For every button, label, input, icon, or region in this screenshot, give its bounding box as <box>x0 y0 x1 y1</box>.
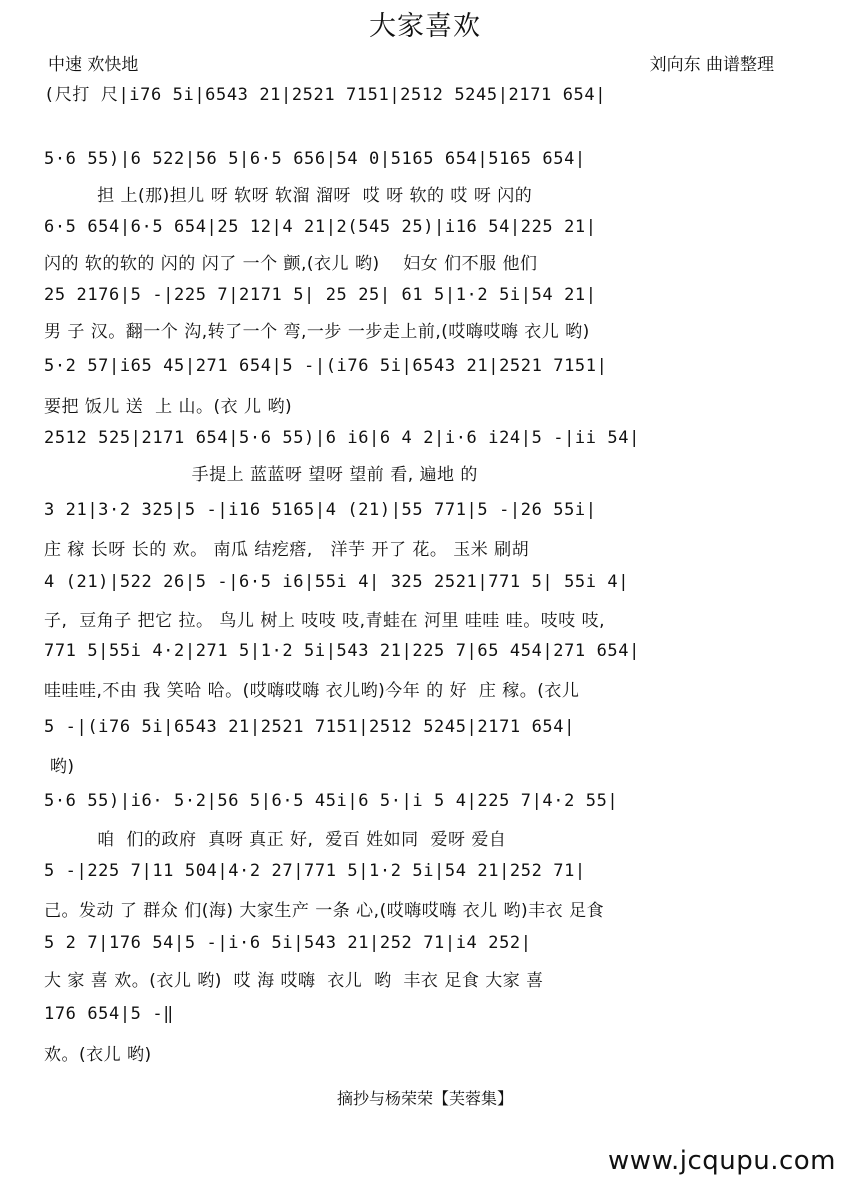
score-notes-line: 5 -|(i76 5i|6543 21|2521 7151|2512 5245|2171 654| <box>44 717 575 737</box>
source-credit: 摘抄与杨荣荣【芙蓉集】 <box>336 1089 513 1108</box>
score-lyrics-line: 要把 饭儿 送 上 山。(衣 儿 哟) <box>44 397 293 417</box>
score-lyrics-line: 咱 们的政府 真呀 真正 好, 爱百 姓如同 爱呀 爱自 <box>44 830 507 850</box>
score-notes-line: 5·6 55)|i6· 5·2|56 5|6·5 45i|6 5·|i 5 4|225 7|4·2 55| <box>44 791 619 811</box>
score-notes-line: 5·2 57|i65 45|271 654|5 -|(i76 5i|6543 21|2521 7151| <box>44 356 608 376</box>
score-notes-line: 5 -|225 7|11 504|4·2 27|771 5|1·2 5i|54 21|252 71| <box>44 861 586 881</box>
score-notes-line: 3 21|3·2 325|5 -|i16 5165|4 (21)|55 771|5 -|26 55i| <box>44 500 597 520</box>
score-lyrics-line: 担 上(那)担儿 呀 软呀 软溜 溜呀 哎 呀 软的 哎 呀 闪的 <box>44 186 533 206</box>
score-lyrics-line: 哇哇哇,不由 我 笑哈 哈。(哎嗨哎嗨 衣儿哟)今年 的 好 庄 稼。(衣儿 <box>44 681 580 701</box>
page-title: 大家喜欢 <box>369 11 481 42</box>
score-notes-line: 5·6 55)|6 522|56 5|6·5 656|54 0|5165 654|5165 654| <box>44 149 586 169</box>
score-notes-line: 4 (21)|522 26|5 -|6·5 i6|55i 4| 325 2521|771 5| 55i 4| <box>44 572 630 592</box>
site-watermark: www.jcqupu.com <box>608 1146 836 1176</box>
score-notes-line: 25 2176|5 -|225 7|2171 5| 25 25| 61 5|1·2 5i|54 21| <box>44 285 597 305</box>
score-lyrics-line: 庄 稼 长呀 长的 欢。 南瓜 结疙瘩, 洋芋 开了 花。 玉米 刷胡 <box>44 540 530 560</box>
score-lyrics-line: 大 家 喜 欢。(衣儿 哟) 哎 海 哎嗨 衣儿 哟 丰衣 足食 大家 喜 <box>44 971 544 991</box>
score-notes-line: 771 5|55i 4·2|271 5|1·2 5i|543 21|225 7|65 454|271 654| <box>44 641 640 661</box>
score-lyrics-line: 己。发动 了 群众 们(海) 大家生产 一条 心,(哎嗨哎嗨 衣儿 哟)丰衣 足食 <box>44 901 605 921</box>
score-lyrics-line: 男 子 汉。翻一个 沟,转了一个 弯,一步 一步走上前,(哎嗨哎嗨 衣儿 哟) <box>44 322 590 342</box>
score-notes-line: 6·5 654|6·5 654|25 12|4 21|2(545 25)|i16 54|225 21| <box>44 217 597 237</box>
score-lyrics-line: 闪的 软的软的 闪的 闪了 一个 颤,(衣儿 哟) 妇女 们不服 他们 <box>44 254 538 274</box>
score-notes-line: 5 2 7|176 54|5 -|i·6 5i|543 21|252 71|i4 252| <box>44 933 532 953</box>
score-notes-line: (尺打 尺|i76 5i|6543 21|2521 7151|2512 5245|2171 654| <box>44 85 607 105</box>
score-lyrics-line: 手提上 蓝蓝呀 望呀 望前 看, 遍地 的 <box>44 465 478 485</box>
score-notes-line: 176 654|5 -‖ <box>44 1004 175 1024</box>
tempo-marking: 中速 欢快地 <box>48 55 139 75</box>
score-lyrics-line: 哟) <box>44 757 75 777</box>
score-lyrics-line: 欢。(衣儿 哟) <box>44 1045 152 1065</box>
author-credit: 刘向东 曲谱整理 <box>649 55 774 75</box>
score-lyrics-line: 子, 豆角子 把它 拉。 鸟儿 树上 吱吱 吱,青蛙在 河里 哇哇 哇。吱吱 吱, <box>44 611 606 631</box>
score-notes-line: 2512 525|2171 654|5·6 55)|6 i6|6 4 2|i·6 i24|5 -|ii 54| <box>44 428 640 448</box>
